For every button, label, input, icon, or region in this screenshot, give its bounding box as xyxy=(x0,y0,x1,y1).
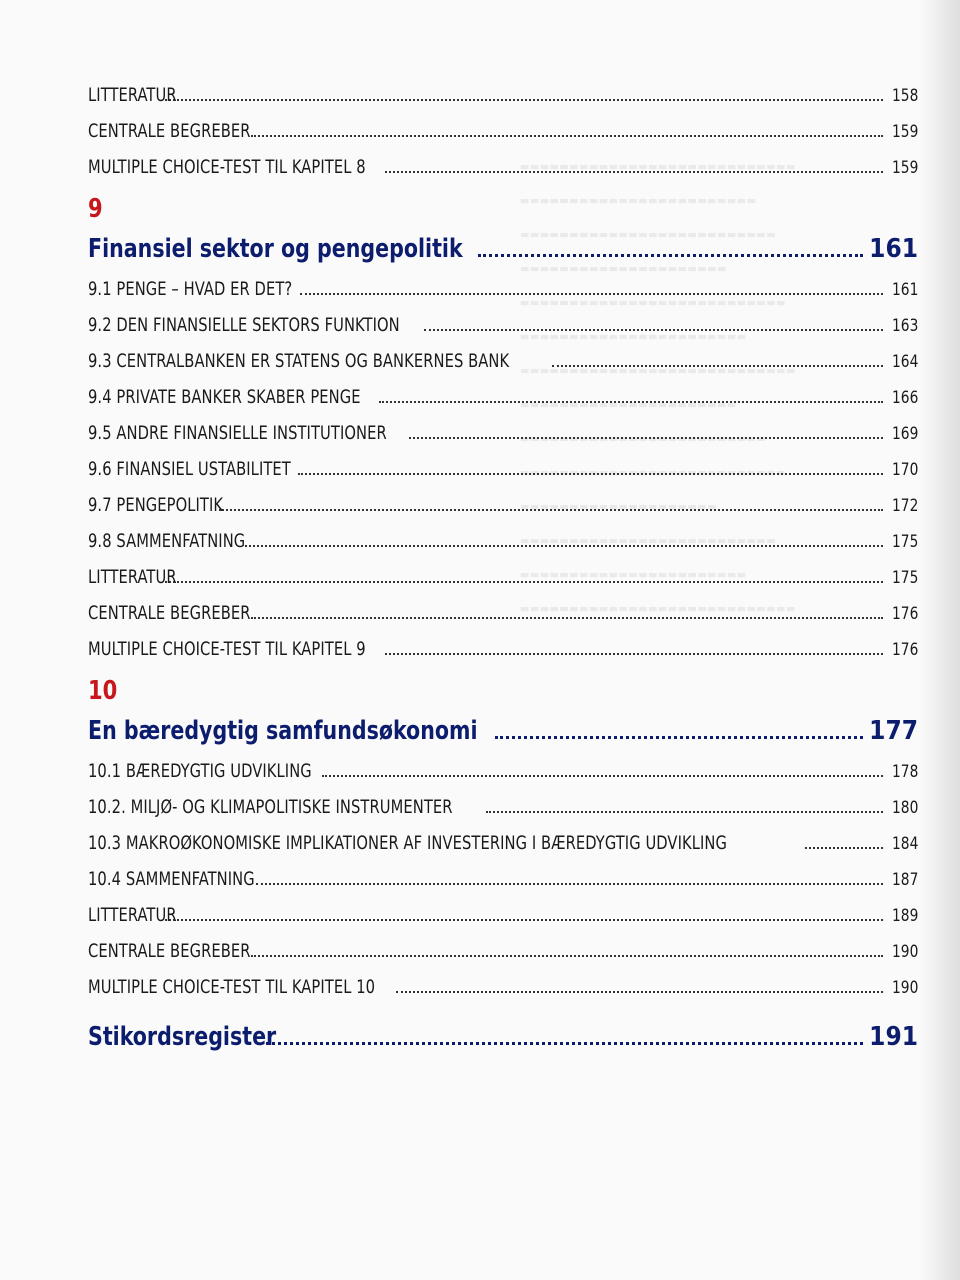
dot-leader xyxy=(165,580,882,583)
show-through-text: ▬▬▬▬▬▬▬▬▬▬▬▬▬▬▬▬▬▬▬▬▬▬▬▬▬▬▬▬ ▬▬▬▬▬▬▬▬▬▬▬▬▬▬▬▬▬▬▬▬▬▬▬▬ ▬▬▬▬▬▬▬▬▬▬▬▬▬▬▬▬▬▬▬▬▬▬▬▬▬▬ ▬▬▬▬▬▬▬▬▬▬▬▬▬▬▬▬▬▬▬▬▬ ▬▬▬▬▬▬▬▬▬▬▬▬▬▬▬▬▬▬▬▬▬▬▬▬▬▬▬ ▬▬▬▬▬▬▬▬▬▬▬▬▬▬▬▬▬▬▬▬▬▬▬ ▬▬▬▬▬▬▬▬▬▬▬▬▬▬▬▬▬▬▬▬▬▬▬▬▬▬▬▬ ▬▬▬▬▬▬▬▬▬▬▬▬▬▬▬▬▬▬▬▬▬▬ ▬▬▬▬▬▬▬▬▬▬▬▬▬▬▬▬▬▬▬▬▬▬▬▬▬ ▬▬▬▬▬▬▬▬▬▬▬▬▬▬▬▬▬▬▬▬▬▬▬▬▬▬▬ ▬▬▬▬▬▬▬▬▬▬▬▬▬▬▬▬▬▬▬▬ ▬▬▬▬▬▬▬▬▬▬▬▬▬▬▬▬▬▬▬▬▬▬▬▬▬▬ ▬▬▬▬▬▬▬▬▬▬▬▬▬▬▬▬▬▬▬▬▬▬▬ ▬▬▬▬▬▬▬▬▬▬▬▬▬▬▬▬▬▬▬▬▬▬▬▬▬▬▬▬ xyxy=(520,160,796,615)
toc-entry-label: 10.3 MAKROØKONOMISKE IMPLIKATIONER AF INVESTERING I BÆREDYGTIG UDVIKLING xyxy=(88,832,727,854)
dot-leader xyxy=(552,364,883,367)
toc-entry-label: MULTIPLE CHOICE-TEST TIL KAPITEL 9 xyxy=(88,638,366,660)
toc-entry-page: 187 xyxy=(891,870,918,890)
toc-entry-page: 172 xyxy=(891,496,918,516)
chapter-title: En bæredygtig samfundsøkonomi xyxy=(88,716,478,746)
toc-entry-page: 158 xyxy=(891,86,918,106)
toc-entry-label: 10.4 SAMMENFATNING xyxy=(88,868,255,890)
chapter-9-number: 9 xyxy=(88,194,103,224)
dot-leader xyxy=(165,98,882,101)
table-of-contents xyxy=(88,70,918,1052)
toc-entry-ch10-centrale-begreber[interactable] xyxy=(88,926,918,962)
toc-entry-page: 159 xyxy=(891,122,918,142)
dot-leader xyxy=(251,616,882,619)
dot-leader xyxy=(300,292,883,295)
index-page: 191 xyxy=(869,1022,918,1052)
dot-leader xyxy=(424,328,882,331)
toc-entry-page: 164 xyxy=(891,352,918,372)
toc-entry-9-7[interactable] xyxy=(88,480,918,516)
toc-entry-page: 189 xyxy=(891,906,918,926)
toc-entry-label: 9.2 DEN FINANSIELLE SEKTORS FUNKTION xyxy=(88,314,400,336)
toc-entry-page: 175 xyxy=(891,568,918,588)
toc-entry-label: 9.5 ANDRE FINANSIELLE INSTITUTIONER xyxy=(88,422,387,444)
toc-entry-9-3[interactable] xyxy=(88,336,918,372)
toc-entry-9-1[interactable] xyxy=(88,264,918,300)
toc-entry-page: 163 xyxy=(891,316,918,336)
toc-entry-page: 169 xyxy=(891,424,918,444)
toc-entry-page: 175 xyxy=(891,532,918,552)
dot-leader xyxy=(486,810,883,813)
toc-entry-ch10-multiple-choice[interactable] xyxy=(88,962,918,998)
dot-leader xyxy=(322,774,882,777)
dot-leader xyxy=(379,400,883,403)
toc-entry-page: 178 xyxy=(891,762,918,782)
toc-entry-label: 9.3 CENTRALBANKEN ER STATENS OG BANKERNES BANK xyxy=(88,350,510,372)
dot-leader xyxy=(298,472,883,475)
dot-leader xyxy=(251,134,882,137)
toc-entry-ch9-centrale-begreber[interactable] xyxy=(88,588,918,624)
toc-entry-label: CENTRALE BEGREBER xyxy=(88,940,251,962)
toc-entry-label: 10.1 BÆREDYGTIG UDVIKLING xyxy=(88,760,312,782)
dot-leader xyxy=(251,954,882,957)
toc-entry-ch9-litteratur[interactable] xyxy=(88,552,918,588)
toc-entry-ch10-litteratur[interactable] xyxy=(88,890,918,926)
toc-entry-label: 9.6 FINANSIEL USTABILITET xyxy=(88,458,291,480)
toc-entry-ch9-multiple-choice[interactable] xyxy=(88,624,918,660)
chapter-10-title-entry[interactable] xyxy=(88,708,918,746)
dot-leader xyxy=(409,436,882,439)
toc-entry-ch8-multiple-choice[interactable] xyxy=(88,142,918,178)
dot-leader xyxy=(396,990,883,993)
toc-entry-label: 9.7 PENGEPOLITIK xyxy=(88,494,224,516)
toc-entry-label: LITTERATUR xyxy=(88,904,177,926)
toc-entry-page: 176 xyxy=(891,640,918,660)
dot-leader xyxy=(256,882,883,885)
toc-entry-page: 166 xyxy=(891,388,918,408)
toc-entry-label: 9.4 PRIVATE BANKER SKABER PENGE xyxy=(88,386,361,408)
index-entry[interactable] xyxy=(88,1014,918,1052)
toc-entry-10-2[interactable] xyxy=(88,782,918,818)
toc-entry-page: 176 xyxy=(891,604,918,624)
toc-entry-page: 159 xyxy=(891,158,918,178)
toc-entry-page: 170 xyxy=(891,460,918,480)
dot-leader xyxy=(495,735,864,739)
chapter-title: Finansiel sektor og pengepolitik xyxy=(88,234,463,264)
toc-entry-page: 190 xyxy=(891,978,918,998)
toc-entry-9-8[interactable] xyxy=(88,516,918,552)
dot-leader xyxy=(478,253,863,257)
toc-entry-label: 9.1 PENGE – HVAD ER DET? xyxy=(88,278,293,300)
toc-entry-9-4[interactable] xyxy=(88,372,918,408)
toc-entry-9-6[interactable] xyxy=(88,444,918,480)
index-title: Stikordsregister xyxy=(88,1022,277,1052)
toc-entry-9-2[interactable] xyxy=(88,300,918,336)
toc-entry-label: LITTERATUR xyxy=(88,566,177,588)
toc-entry-label: MULTIPLE CHOICE-TEST TIL KAPITEL 8 xyxy=(88,156,366,178)
toc-entry-ch8-litteratur[interactable] xyxy=(88,70,918,106)
toc-entry-10-4[interactable] xyxy=(88,854,918,890)
toc-entry-label: CENTRALE BEGREBER xyxy=(88,120,251,142)
toc-entry-10-1[interactable] xyxy=(88,746,918,782)
toc-entry-page: 180 xyxy=(891,798,918,818)
toc-entry-page: 184 xyxy=(891,834,918,854)
toc-entry-label: LITTERATUR xyxy=(88,84,177,106)
dot-leader xyxy=(245,544,883,547)
toc-entry-label: 10.2. MILJØ- OG KLIMAPOLITISKE INSTRUMENTER xyxy=(88,796,453,818)
chapter-9-title-entry[interactable] xyxy=(88,226,918,264)
toc-entry-page: 190 xyxy=(891,942,918,962)
toc-entry-10-3[interactable] xyxy=(88,818,918,854)
dot-leader xyxy=(266,1041,863,1045)
toc-entry-page: 161 xyxy=(891,280,918,300)
dot-leader xyxy=(219,508,882,511)
dot-leader xyxy=(165,918,882,921)
dot-leader xyxy=(805,846,883,849)
dot-leader xyxy=(385,652,883,655)
toc-entry-9-5[interactable] xyxy=(88,408,918,444)
toc-entry-ch8-centrale-begreber[interactable] xyxy=(88,106,918,142)
chapter-page: 177 xyxy=(869,716,918,746)
dot-leader xyxy=(385,170,883,173)
page-edge-shadow xyxy=(920,0,960,1280)
chapter-10-number: 10 xyxy=(88,676,118,706)
chapter-page: 161 xyxy=(869,234,918,264)
toc-entry-label: 9.8 SAMMENFATNING xyxy=(88,530,246,552)
toc-entry-label: CENTRALE BEGREBER xyxy=(88,602,251,624)
toc-entry-label: MULTIPLE CHOICE-TEST TIL KAPITEL 10 xyxy=(88,976,376,998)
